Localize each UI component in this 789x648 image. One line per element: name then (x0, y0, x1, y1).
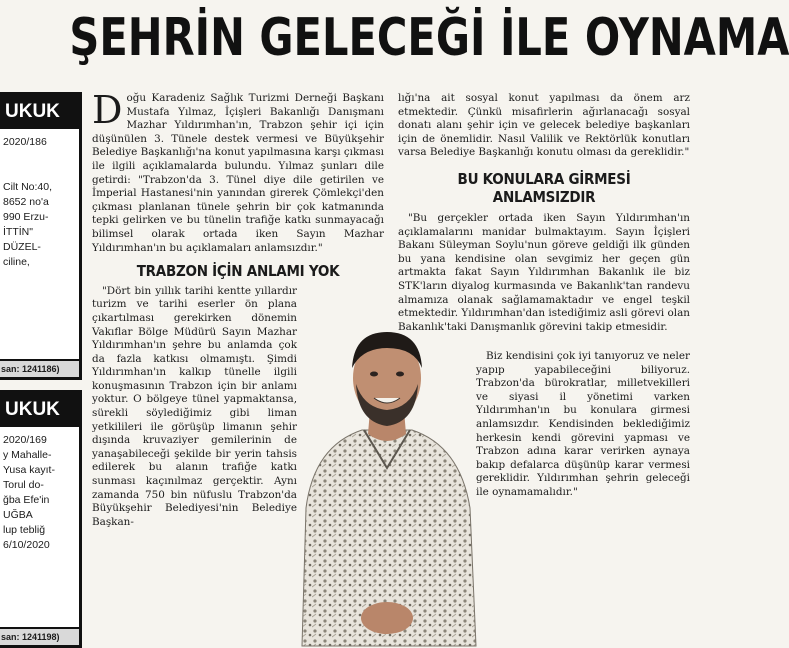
article-paragraph: lığı'na ait sosyal konut yapılması da önem arz etmektedir. Çünkü misafirlerin ağırlanacağı sosyal donatı alanı şehir için ve gelecek belediye başkanları için de önemlidir. Nasıl Valilik ve Rektörlük konutları varsa Belediye Başkanlığı konutu olması da gereklidir." (398, 92, 690, 159)
article-paragraph: Biz kendisini çok iyi tanıyoruz ve neler yapıp yapabileceğini biliyoruz. Trabzon'da bürokratlar, milletvekilleri ve siyasi il yönetimi varken Yıldırımhan'ın bu konulara girmesi anlamsızdır. Kendisinden beklediğimiz herkesin kendi görevini yapması ve Trabzon adına karar verirken aynaya bakıp defalarca düşünüp karar vermesi gereklidir. Yıldırımhan şehrin geleceği ile oynamamalıdır." (476, 350, 690, 498)
article-intro: oğu Karadeniz Sağlık Turizmi Derneği Başkanı Mustafa Yılmaz, İçişleri Bakanlığı Danışmanı Mazhar Yıldırımhan'ın, Trabzon şehir içi için düşünülen 3. Tünele destek vermesi ve Büyükşehir Belediye Başkanlığı'na konut yapılmasına karşı çıkması ile ilgili açıklamalarda bulundu. Yılmaz şunları dile getirdi: "Trabzon'da 3. Tünel diye dile getirilen ve İmperial Hastanesi'nin yanından girerek Çömlekçi'den çıkması planlanan tünele şehrin bir çok katmanında tepki gelirken ve bu tünelin trafiğe katkı sunmayacağı bilimsel olarak ortada iken Sayın Mazhar Yıldırımhan'ın bu açıklamaları anlamsızdır." (92, 92, 384, 254)
ad-line: İTTİN" (3, 226, 33, 238)
classified-ad-1 (0, 92, 82, 380)
article-column-2-lower (476, 350, 690, 500)
ad-line: UĞBA (3, 509, 33, 521)
ad-line: 2020/169 (3, 434, 47, 446)
ad-body (0, 427, 79, 557)
ad-line: 8652 no'a (3, 196, 49, 208)
ad-line: 2020/186 (3, 136, 47, 148)
ad-header: UKUK (0, 95, 79, 129)
person-photo (292, 318, 482, 646)
article-paragraph: "Bu gerçekler ortada iken Sayın Yıldırımhan'ın açıklamalarını manidar bulmaktayım. Sayın İçişleri Bakanı Süleyman Soylu'nun göreve geldiği ilk günden bu yana kendisine olan sevgimiz her geçen gün artmakta fakat Sayın Yıldırımhan Bakanlık ile biz STK'ların diyalog kurmasında ve Bakanlık'tan randevu almamıza olanak sağlamamaktadır ve engel teşkil etmektedir. Yıldırımhan'dan istediğimiz asli görevi olan Bakanlık'taki Danışmanlık görevini takip etmesidir. (398, 211, 690, 333)
article-column-2 (398, 92, 690, 333)
subheading-1: TRABZON İÇİN ANLAMI YOK (136, 262, 340, 281)
ad-line: ciline, (3, 256, 30, 268)
ad-body (0, 129, 79, 274)
ad-line: Torul do- (3, 479, 44, 491)
article-paragraph: "Dört bin yıllık tarihi kentte yıllardır turizm ve tarihi eserler ön plana çıkartılması gerekirken dönemin Vakıflar Bölge Müdürü Sayın Mazhar Yıldırımhan'ın şehre bu anlamda çok da fazla katkısı olmamıştı. Şimdi Yıldırımhan'ın kalkıp tünelle ilgili konuşmasının Trabzon için bir anlamı yoktur. O bölgeye tünel yapmaktansa, sürekli söylediğimiz gibi liman yetkilileri ile görüşüp limanın şehir dışında kruvaziyer gemilerinin de yanaşabileceği şekilde bir yerin tahsis edilerek bu alanın trafiğe katkı sunması kaçınılmaz gerçektir. Aynı zamanda 750 bin nüfuslu Trabzon'da Büyükşehir Belediyesi'nin Belediye Başkan- (92, 284, 297, 528)
drop-cap: D (92, 88, 123, 132)
classified-ad-2 (0, 390, 82, 648)
ad-line: 990 Erzu- (3, 211, 49, 223)
headline: ŞEHRİN GELECEĞİ İLE OYNAMA (69, 8, 789, 68)
ad-line: Yusa kayıt- (3, 464, 55, 476)
ad-line: lup tebliğ (3, 524, 46, 536)
subheading-2: BU KONULARA GİRMESİ ANLAMSIZDIR (457, 169, 631, 206)
ad-line: ğba Efe'in (3, 494, 50, 506)
ad-line: DÜZEL- (3, 241, 41, 253)
ad-footer: san: 1241198) (0, 627, 79, 645)
ad-line: y Mahalle- (3, 449, 52, 461)
ad-header: UKUK (0, 393, 79, 427)
ad-line: 6/10/2020 (3, 539, 50, 551)
ad-footer: san: 1241186) (0, 359, 79, 377)
ad-line: Cilt No:40, (3, 181, 53, 193)
